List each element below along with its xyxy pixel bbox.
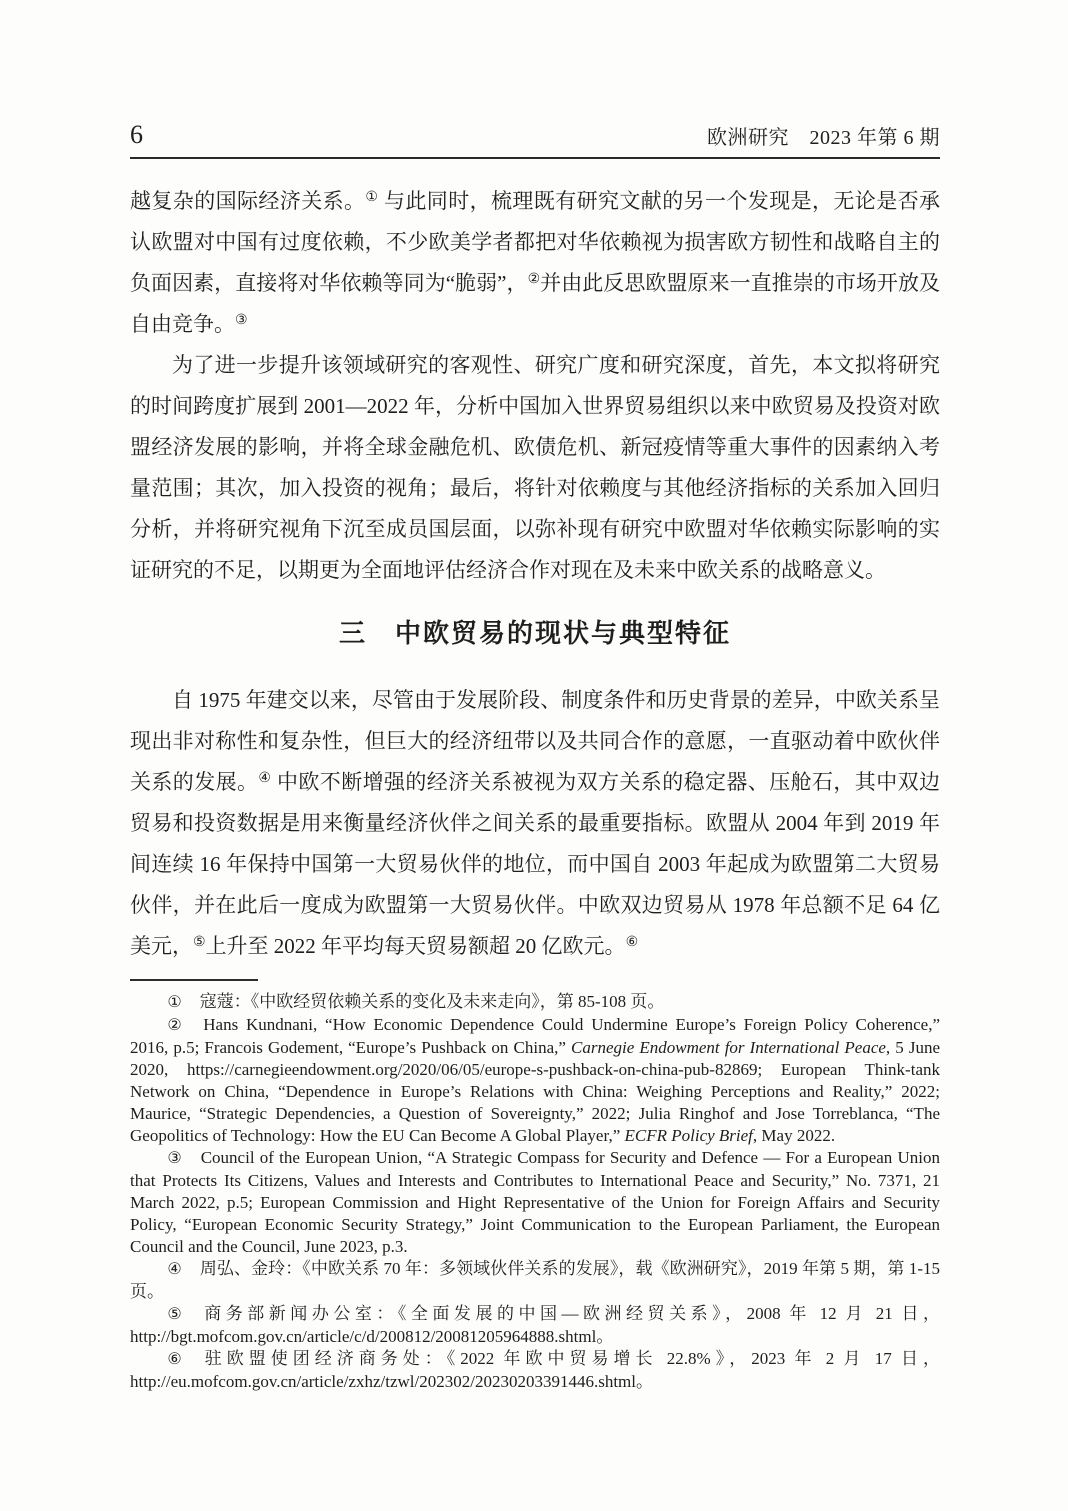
footnote bbox=[130, 1014, 940, 1147]
footnote-marker: ⑥ bbox=[167, 1351, 187, 1368]
text-run: 周弘、金玲：《中欧关系 70 年：多领域伙伴关系的发展》，载《欧洲研究》，2019 年第 5 期，第 1-15 页。 bbox=[130, 1259, 941, 1301]
footnote bbox=[130, 1147, 940, 1258]
footnote-marker: ① bbox=[167, 994, 182, 1011]
footnote-marker: ④ bbox=[167, 1261, 182, 1278]
text-run: 中欧不断增强的经济关系被视为双方关系的稳定器、压舱石，其中双边贸易和投资数据是用来衡量经济伙伴之间关系的最重要指标。欧盟从 2004 年到 2019 年间连续 16 年保持中国第一大贸易伙伴的地位，而中国自 2003 年起成为欧盟第二大贸易伙伴，并在此后一度成为欧盟第一大贸易伙伴。中欧双边贸易从 1978 年总额不足 64 亿美元， bbox=[130, 770, 940, 958]
section-heading: 三 中欧贸易的现状与典型特征 bbox=[338, 618, 731, 648]
footnote-ref: ⑥ bbox=[625, 935, 639, 950]
footnote bbox=[130, 1303, 940, 1348]
page-number: 6 bbox=[130, 120, 143, 149]
footnote bbox=[130, 991, 940, 1014]
footnote-separator bbox=[130, 979, 258, 981]
body-paragraph bbox=[130, 345, 940, 591]
footnotes-section bbox=[130, 991, 940, 1393]
text-run: 上升至 2022 年平均每天贸易额超 20 亿欧元。 bbox=[205, 934, 626, 958]
footnote-ref: ② bbox=[527, 272, 541, 287]
text-run: Council of the European Union, “A Strategic Compass for Security and Defence — For a European Union that Protects Its Citizens, Values and Interests and Contributes to International Peace and Security,” No. 7371, 21 March 2022, p.5; European Commission and Hight Representative of the Union for Foreign Affairs and Security Policy, “European Economic Security Strategy,” Joint Communication to the European Parliament, the European Council and the Council, June 2023, p.3. bbox=[130, 1148, 941, 1256]
footnote-marker: ③ bbox=[167, 1150, 183, 1167]
text-run: 驻欧盟使团经济商务处：《2022 年欧中贸易增长 22.8%》，2023 年 2 月 17 日，http://eu.mofcom.gov.cn/article/zxhz/tzwl/202302/20230203391446.shtml。 bbox=[130, 1349, 941, 1391]
text-run: , May 2022. bbox=[752, 1126, 836, 1145]
text-run: 并由此反思欧盟原来一直推崇的市场开放及自由竞争。 bbox=[130, 271, 940, 336]
body-paragraph bbox=[130, 181, 940, 345]
text-run: , 5 June 2020, https://carnegieendowment.org/2020/06/05/europe-s-pushback-on-china-pub-82869; European Think-tank Network on China, “Dependence in Europe’s Relations with China: Weighing Perceptions and Reality,” 2022; Maurice, “Strategic Dependencies, a Question of Sovereignty,” 2022; Julia Ringhof and Jose Torreblanca, “The Geopolitics of Technology: How the EU Can Become A Global Player,” bbox=[130, 1038, 940, 1145]
journal-issue-header: 欧洲研究 2023 年第 6 期 bbox=[707, 127, 940, 149]
text-run: 自 1975 年建交以来，尽管由于发展阶段、制度条件和历史背景的差异，中欧关系呈现出非对称性和复杂性，但巨大的经济纽带以及共同合作的意愿，一直驱动着中欧伙伴关系的发展。 bbox=[130, 688, 940, 794]
text-run: 寇蔻：《中欧经贸依赖关系的变化及未来走向》，第 85-108 页。 bbox=[199, 992, 665, 1011]
footnote-marker: ⑤ bbox=[167, 1306, 187, 1323]
text-run: 与此同时，梳理既有研究文献的另一个发现是，无论是否承认欧盟对中国有过度依赖，不少欧美学者都把对华依赖视为损害欧方韧性和战略自主的负面因素，直接将对华依赖等同为“脆弱”， bbox=[130, 189, 940, 295]
footnote bbox=[130, 1258, 940, 1303]
header-rule bbox=[130, 157, 940, 159]
italic-run: ECFR Policy Brief bbox=[624, 1126, 753, 1145]
footnote-ref: ④ bbox=[258, 771, 272, 786]
text-run: 商务部新闻办公室：《全面发展的中国—欧洲经贸关系》，2008 年 12 月 21 日，http://bgt.mofcom.gov.cn/article/c/d/200812/20081205964888.shtml。 bbox=[130, 1304, 940, 1346]
body-paragraph bbox=[130, 680, 940, 967]
footnote-ref: ③ bbox=[235, 313, 248, 328]
footnote-marker: ② bbox=[167, 1017, 186, 1034]
text-run: 越复杂的国际经济关系。 bbox=[130, 189, 366, 213]
text-run: Hans Kundnani, “How Economic Dependence Could Undermine Europe’s Foreign Policy Coherence,” 2016, p.5; Francois Godement, “Europe’s Pushback on China,” bbox=[130, 1015, 940, 1057]
text-run: 为了进一步提升该领域研究的客观性、研究广度和研究深度，首先，本文拟将研究的时间跨度扩展到 2001—2022 年，分析中国加入世界贸易组织以来中欧贸易及投资对欧盟经济发展的影响，并将全球金融危机、欧债危机、新冠疫情等重大事件的因素纳入考量范围；其次，加入投资的视角；最后，将针对依赖度与其他经济指标的关系加入回归分析，并将研究视角下沉至成员国层面，以弥补现有研究中欧盟对华依赖实际影响的实证研究的不足，以期更为全面地评估经济合作对现在及未来中欧关系的战略意义。 bbox=[130, 353, 940, 582]
page-body bbox=[130, 181, 940, 967]
page-header bbox=[130, 118, 940, 148]
footnote-ref: ⑤ bbox=[193, 935, 206, 950]
italic-run: Carnegie Endowment for International Peace bbox=[571, 1038, 886, 1057]
footnote-ref: ① bbox=[365, 190, 379, 205]
footnote bbox=[130, 1348, 940, 1393]
